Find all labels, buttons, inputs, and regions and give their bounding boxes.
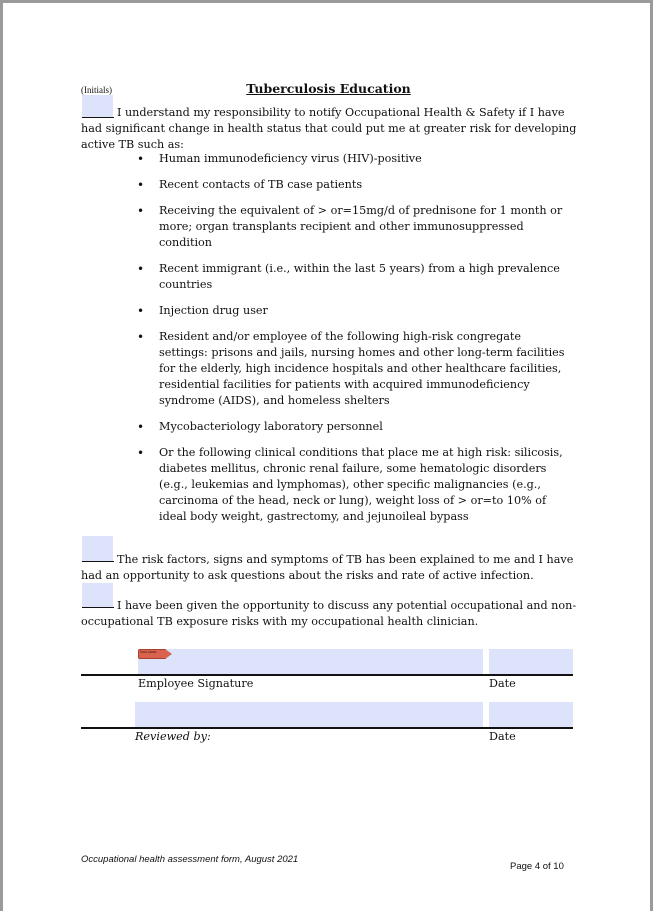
employee-signature-label: Employee Signature bbox=[138, 677, 254, 690]
signature-line-1 bbox=[81, 674, 573, 676]
employee-signature-field[interactable] bbox=[138, 649, 483, 674]
reviewed-by-label: Reviewed by: bbox=[135, 730, 211, 743]
intro-paragraph bbox=[81, 105, 581, 153]
intro-text: I understand my responsibility to notify Occupational Health & Safety if I have had significant change in health status that could put me at greater risk for developing active TB such as: bbox=[81, 106, 577, 151]
employee-date-field[interactable] bbox=[489, 649, 573, 674]
reviewer-signature-field[interactable] bbox=[135, 702, 483, 727]
list-item: • Receiving the equivalent of > or=15mg/d of prednisone for 1 month or more; organ transplants recipient and other immunosuppressed condition bbox=[133, 203, 573, 251]
list-item: • Human immunodeficiency virus (HIV)-positive bbox=[133, 151, 573, 167]
statement-3-text: I have been given the opportunity to discuss any potential occupational and non-occupational TB exposure risks with my occupational health clinician. bbox=[81, 599, 577, 628]
page-title: Tuberculosis Education bbox=[246, 81, 411, 96]
statement-3-paragraph bbox=[81, 598, 581, 630]
sign-here-arrow-icon bbox=[165, 649, 172, 659]
statement-2-text: The risk factors, signs and symptoms of TB has been explained to me and I have had an opportunity to ask questions about the risks and rate of active infection. bbox=[81, 553, 574, 582]
list-item: • Or the following clinical conditions that place me at high risk: silicosis, diabetes mellitus, chronic renal failure, some hematologic disorders (e.g., leukemias and lymphomas), other specific malignancies (e.g., carcinoma of the head, neck or lung), weight loss of > or=to 10% of ideal body weight, gastrectomy, and jejunoileal bypass bbox=[133, 445, 573, 525]
sign-here-label: SIGN HERE bbox=[140, 650, 157, 654]
date-label-2: Date bbox=[489, 730, 516, 743]
signature-line-2 bbox=[81, 727, 573, 729]
date-label-1: Date bbox=[489, 677, 516, 690]
reviewer-date-field[interactable] bbox=[489, 702, 573, 727]
footer-form-name: Occupational health assessment form, August 2021 bbox=[81, 854, 299, 865]
list-item: • Mycobacteriology laboratory personnel bbox=[133, 419, 573, 435]
list-item: • Resident and/or employee of the following high-risk congregate settings: prisons and jails, nursing homes and other long-term facilities for the elderly, high incidence hospitals and other healthcare facilities, residential facilities for patients with acquired immunodeficiency syndrome (AIDS), and homeless shelters bbox=[133, 329, 573, 409]
statement-2-paragraph bbox=[81, 552, 581, 584]
page-number: Page 4 of 10 bbox=[510, 861, 564, 872]
list-item: • Recent immigrant (i.e., within the last 5 years) from a high prevalence countries bbox=[133, 261, 573, 293]
document-page bbox=[3, 3, 650, 911]
risk-factor-list bbox=[133, 151, 573, 535]
list-item: • Recent contacts of TB case patients bbox=[133, 177, 573, 193]
initials-label: (Initials) bbox=[81, 85, 112, 95]
list-item: • Injection drug user bbox=[133, 303, 573, 319]
